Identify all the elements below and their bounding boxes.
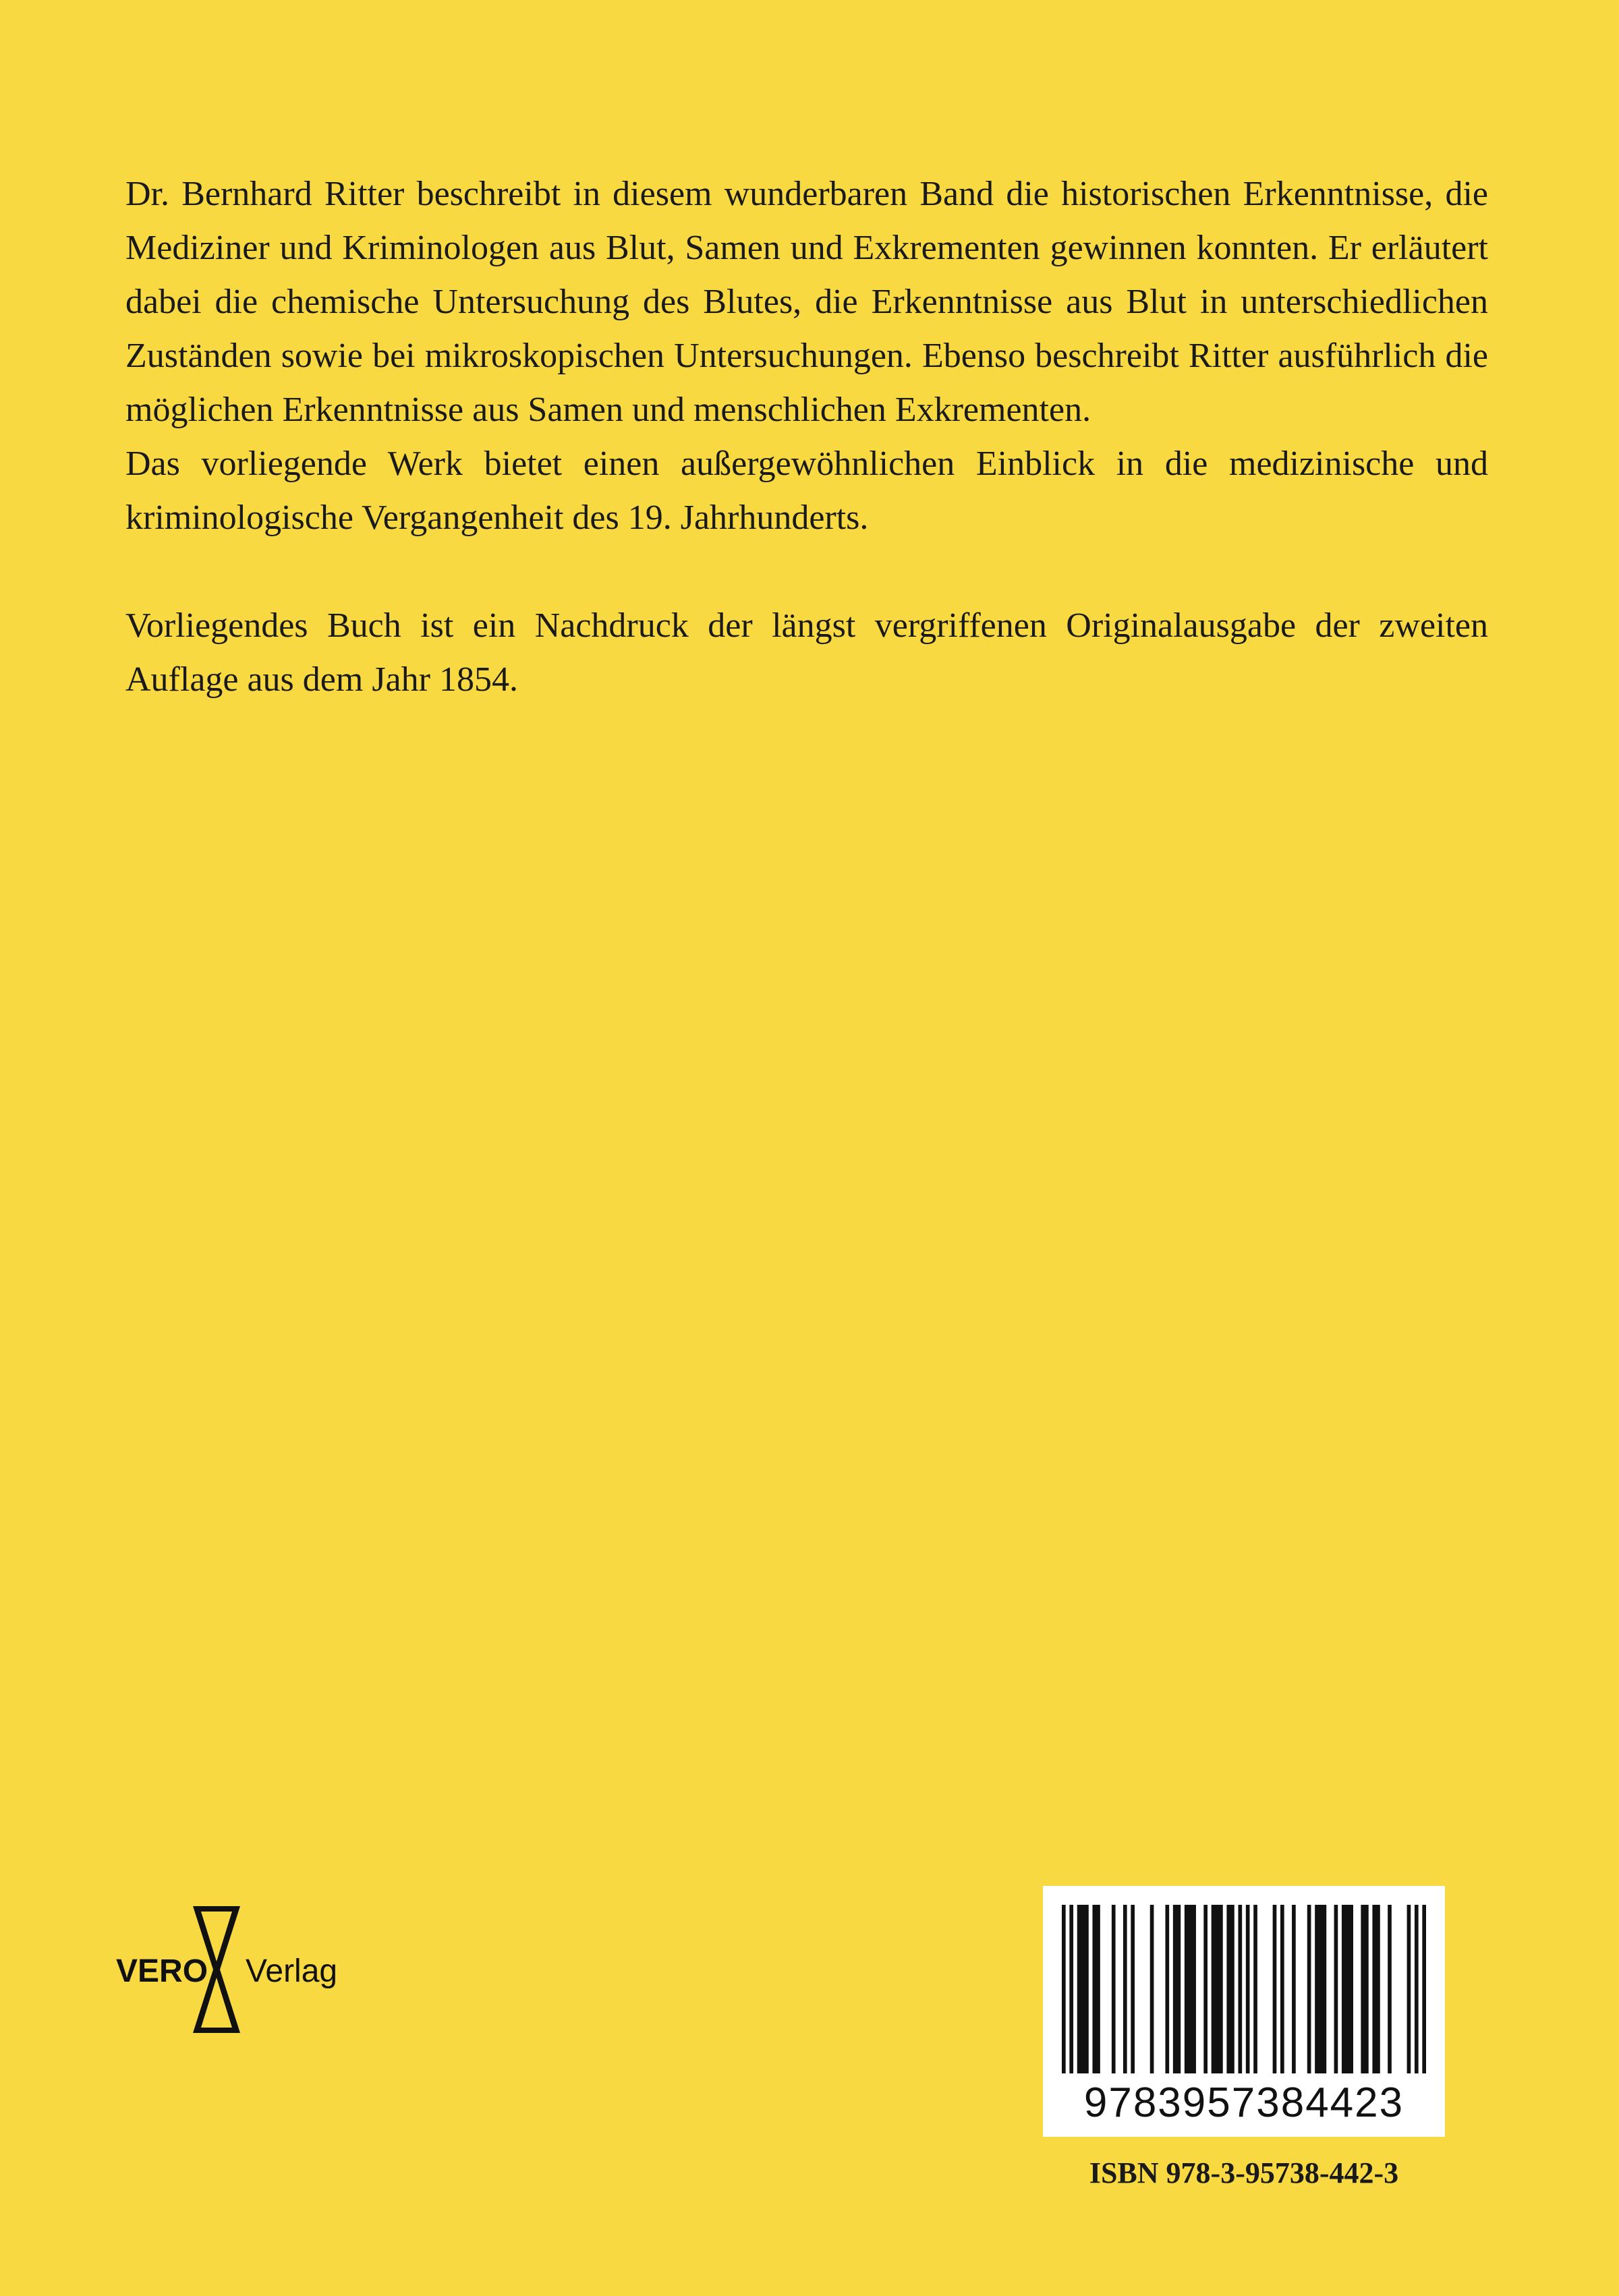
barcode-bar bbox=[1203, 1905, 1208, 2073]
barcode-bar bbox=[1077, 1905, 1089, 2073]
barcode-bars bbox=[1062, 1905, 1426, 2073]
barcode-bar bbox=[1334, 1905, 1338, 2073]
barcode-digits: 9783957384423 bbox=[1083, 2079, 1404, 2126]
barcode-bar bbox=[1292, 1905, 1296, 2073]
barcode-bar bbox=[1185, 1905, 1196, 2073]
barcode-bar bbox=[1372, 1905, 1380, 2073]
publisher-logo bbox=[113, 1902, 336, 2037]
barcode-bar bbox=[1131, 1905, 1135, 2073]
barcode-bar bbox=[1062, 1905, 1066, 2073]
barcode-bar bbox=[1315, 1905, 1326, 2073]
barcode-bar bbox=[1407, 1905, 1411, 2073]
barcode-bar bbox=[1388, 1905, 1392, 2073]
barcode-bar bbox=[1280, 1905, 1284, 2073]
barcode-bar bbox=[1112, 1905, 1116, 2073]
blurb-paragraph-3: Vorliegendes Buch ist ein Nachdruck der längst vergriffenen Originalausgabe der zweiten Auflage aus dem Jahr 1854. bbox=[125, 606, 1488, 699]
barcode-bar bbox=[1422, 1905, 1426, 2073]
barcode-bar bbox=[1212, 1905, 1223, 2073]
back-cover-blurb bbox=[125, 167, 1488, 707]
logo-verlag-text: Verlag bbox=[246, 1953, 336, 1989]
barcode-bar bbox=[1173, 1905, 1181, 2073]
barcode-bar bbox=[1238, 1905, 1242, 2073]
blurb-paragraph-1: Dr. Bernhard Ritter beschreibt in diesem wunderbaren Band die historischen Erkenntnisse, die Mediziner und Kriminologen aus Blut, Samen und Exkrementen gewinnen konnten. Er erläutert dabei die chemische Untersuchung des Blutes, die Erkenntnisse aus Blut in unterschiedlichen Zuständen sowie bei mikroskopischen Untersuchungen. Ebenso beschreibt Ritter ausführlich die möglichen Erkenntnisse aus Samen und menschlichen Exkrementen. bbox=[125, 175, 1488, 429]
barcode-bar bbox=[1226, 1905, 1234, 2073]
barcode-bar bbox=[1150, 1905, 1154, 2073]
barcode-bar bbox=[1165, 1905, 1169, 2073]
barcode-bar bbox=[1069, 1905, 1073, 2073]
vero-logo-icon bbox=[113, 1902, 336, 2037]
barcode-bar bbox=[1307, 1905, 1311, 2073]
barcode-panel bbox=[1043, 1886, 1445, 2137]
paragraph-gap bbox=[125, 545, 1488, 599]
barcode-bar bbox=[1361, 1905, 1368, 2073]
barcode-bar bbox=[1092, 1905, 1100, 2073]
logo-vero-text: VERO bbox=[116, 1953, 208, 1989]
barcode-bar bbox=[1246, 1905, 1250, 2073]
blurb-paragraph-2: Das vorliegende Werk bietet einen außergewöhnlichen Einblick in die medizinische und kriminologische Vergangenheit des 19. Jahrhunderts. bbox=[125, 444, 1488, 537]
isbn-label: ISBN 978-3-95738-442-3 bbox=[1089, 2156, 1399, 2189]
barcode-bar bbox=[1253, 1905, 1257, 2073]
barcode-bar bbox=[1415, 1905, 1419, 2073]
barcode-bar bbox=[1273, 1905, 1277, 2073]
barcode-bar bbox=[1342, 1905, 1353, 2073]
barcode-bar bbox=[1123, 1905, 1127, 2073]
